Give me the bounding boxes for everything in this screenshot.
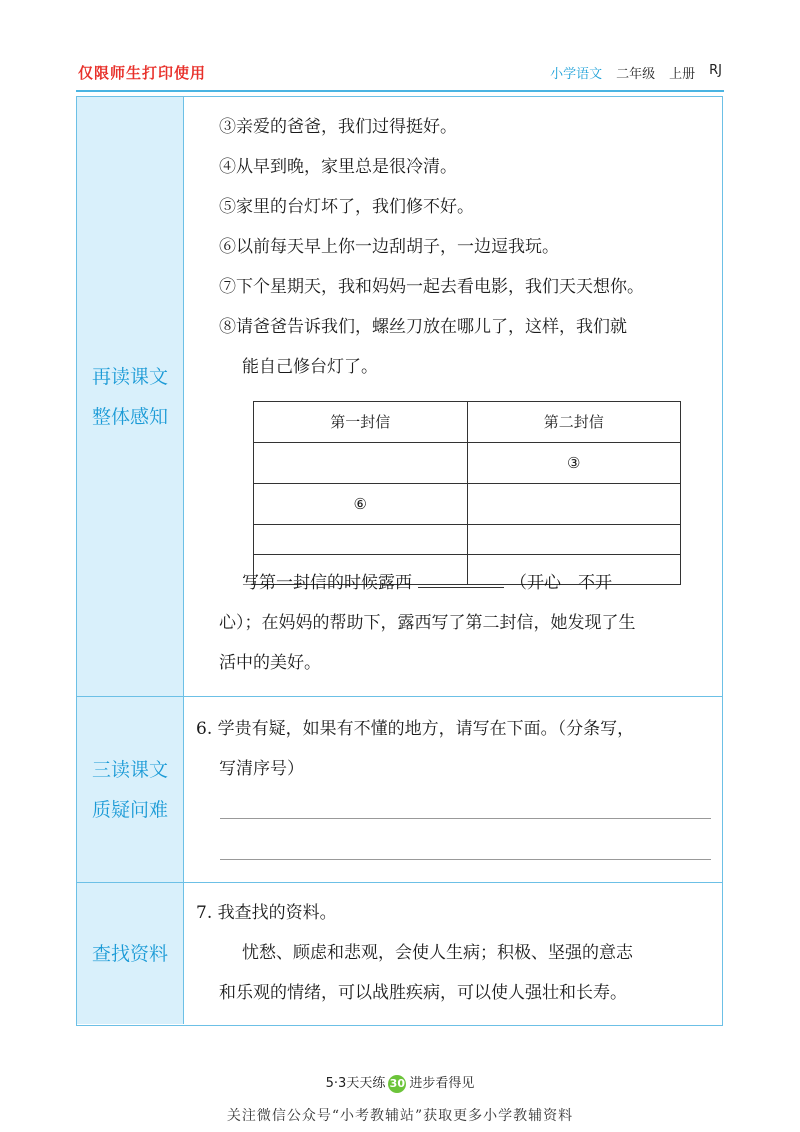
fill-blank-line [242, 563, 612, 603]
fill-before-text: 写第一封信的时候露西 [242, 573, 412, 593]
table-cell[interactable]: ⑥ [254, 484, 468, 525]
table-cell[interactable] [467, 525, 681, 555]
research-paragraph-line1: 忧愁、顾虑和悲观，会使人生病；积极、坚强的意志 [242, 943, 633, 963]
header-grade: 二年级 [616, 67, 656, 82]
section-question-body [184, 697, 722, 882]
header-rule [76, 90, 724, 92]
page-number-badge: 30 [388, 1075, 406, 1093]
fill-line-2: 心）；在妈妈的帮助下，露西写了第二封信，她发现了生 [219, 613, 636, 633]
header-right [550, 63, 722, 82]
sentence-item: ⑤家里的台灯坏了，我们修不好。 [219, 197, 474, 217]
worksheet-frame [76, 96, 723, 1026]
fill-line-3: 活中的美好。 [219, 653, 321, 673]
section-reread-label [77, 97, 184, 696]
sentence-item: ⑧请爸爸告诉我们，螺丝刀放在哪儿了，这样，我们就 [219, 317, 627, 337]
section-question [77, 697, 722, 883]
section-question-label [77, 697, 184, 882]
label-line: 查找资料 [91, 942, 168, 965]
label-line: 再读课文 [91, 365, 168, 388]
label-line: 整体感知 [91, 405, 168, 428]
footer-slogan: 进步看得见 [409, 1076, 475, 1091]
table-cell[interactable] [467, 484, 681, 525]
watermark: 关注微信公众号“小考教辅站”获取更多小学教辅资料 [226, 1108, 574, 1124]
header-left: 仅限师生打印使用 [78, 64, 207, 82]
table-header-row [254, 402, 681, 443]
label-line: 三读课文 [91, 758, 168, 781]
page-footer [0, 1072, 800, 1093]
section-research-body [184, 883, 722, 1024]
table-row [254, 525, 681, 555]
header-subject: 小学语文 [550, 67, 603, 82]
sentence-item: ⑦下个星期天，我和妈妈一起去看电影，我们天天想你。 [219, 277, 644, 297]
section-reread-body [184, 97, 722, 696]
answer-line[interactable] [220, 859, 711, 860]
section-research [77, 883, 722, 1024]
header-edition: RJ [709, 63, 722, 78]
table-row [254, 443, 681, 484]
question-7: 7. 我查找的资料。 [196, 903, 337, 923]
table-cell[interactable] [254, 443, 468, 484]
letters-table [253, 401, 681, 585]
section-research-label [77, 883, 184, 1024]
sentence-item: ④从早到晚，家里总是很冷清。 [219, 157, 457, 177]
table-cell[interactable]: ③ [467, 443, 681, 484]
table-cell[interactable] [254, 525, 468, 555]
question-6-line2: 写清序号） [219, 759, 304, 779]
footer-brand: 5·3天天练 [325, 1076, 386, 1091]
answer-blank[interactable] [418, 569, 504, 588]
sentence-item-continuation: 能自己修台灯了。 [242, 357, 378, 377]
research-paragraph-line2: 和乐观的情绪，可以战胜疾病，可以使人强壮和长寿。 [219, 983, 627, 1003]
table-header: 第二封信 [467, 402, 681, 443]
table-header: 第一封信 [254, 402, 468, 443]
label-line: 质疑问难 [91, 798, 168, 821]
sentence-item: ⑥以前每天早上你一边刮胡子，一边逗我玩。 [219, 237, 559, 257]
header-volume: 上册 [669, 67, 696, 82]
fill-after-text: （开心 不开 [510, 573, 612, 593]
sentence-item: ③亲爱的爸爸，我们过得挺好。 [219, 117, 457, 137]
question-6-line1: 6. 学贵有疑，如果有不懂的地方，请写在下面。（分条写， [196, 719, 635, 739]
answer-line[interactable] [220, 818, 711, 819]
table-row [254, 484, 681, 525]
section-reread [77, 97, 722, 697]
